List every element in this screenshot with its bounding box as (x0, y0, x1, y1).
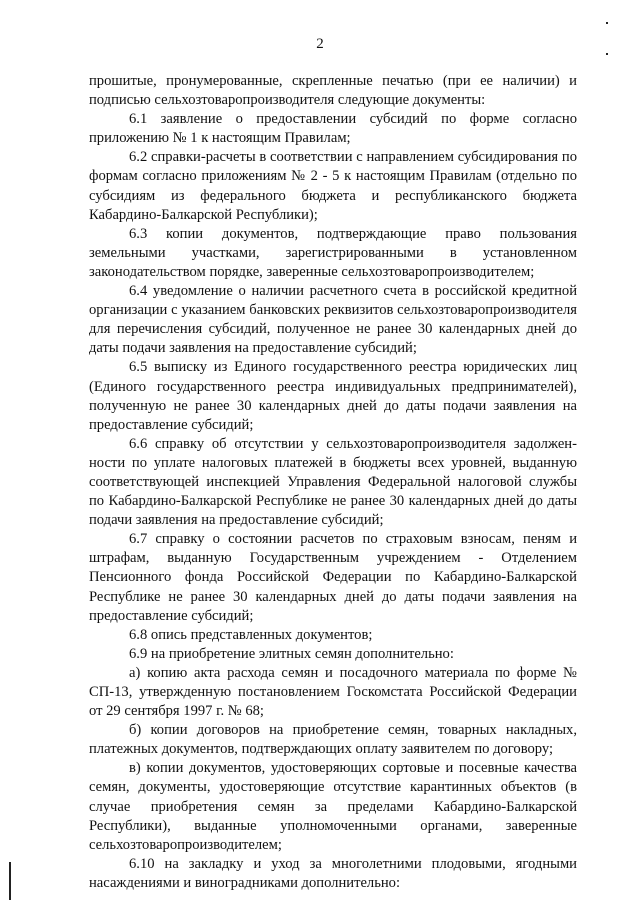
paragraph: 6.8 опись представленных документов; (129, 626, 373, 643)
paragraph: в) копии документов, удостоверяющих сортовые и посевные качества семян, документы, удостоверяющие отсутствие карантинных объектов (в случае приобретения семян за пределами Кабардино-Балкарской Республики), выданные уполномоченными органами, заверенные сельхозтоваропроизводителем; (89, 760, 577, 853)
paragraph: 6.7 справку о состоянии расчетов по страховым взносам, пеням и штрафам, выданную Государственным учреждением - Отделением Пенсионного фонда Российской Федерации по Кабардино-Балкарской Республике не ранее 30 календарных дней до даты подачи заявления на предоставление субсидий; (89, 531, 577, 624)
paragraph: 6.5 выписку из Единого государственного реестра юридических лиц (Единого государственного реестра индивидуальных предпринимателей), полученную не ранее 30 календарных дней до даты подачи заявления на предоставление субсидий; (89, 359, 577, 433)
page-number: 2 (316, 36, 324, 52)
paragraph: б) копии договоров на приобретение семян, товарных накладных, платежных документов, подтверждающих оплату заявителем по договору; (89, 722, 577, 758)
paragraph: 6.3 копии документов, подтверждающие право пользования земельными участками, зарегистрированными в установленном законодательством порядке, заверенные сельхозтоваропроизводителем; (89, 225, 577, 280)
paragraph: 6.4 уведомление о наличии расчетного счета в российской кредитной организации с указанием банковских реквизитов сельхозтоваропроизводителя для перечисления субсидий, полученное не ранее 30 календарных дней до даты подачи заявления на предоставление субсидий; (89, 283, 577, 357)
paragraph: 6.1 заявление о предоставлении субсидий по форме согласно приложению № 1 к настоящим Правилам; (89, 111, 577, 147)
paragraph: прошитые, пронумерованные, скрепленные печатью (при ее наличии) и подписью сельхозтоваропроизводителя следующие документы: (89, 73, 577, 109)
paragraph: 6.9 на приобретение элитных семян дополнительно: (129, 645, 454, 662)
paragraph: 6.6 справку об отсутствии у сельхозтоваропроизводителя задолженности по уплате налоговых платежей в бюджеты всех уровней, выданную соответствующей инспекцией Управления Федеральной налоговой службы по Кабардино-Балкарской Республике не ранее 30 календарных дней до даты подачи заявления на предоставление субсидий; (89, 435, 577, 529)
paragraph: а) копию акта расхода семян и посадочного материала по форме № СП-13, утвержденную постановлением Госкомстата Российской Федерации от 29 сентября 1997 г. № 68; (89, 664, 577, 720)
scan-mark (606, 53, 608, 55)
paragraph: 6.10 на закладку и уход за многолетними плодовыми, ягодными насаждениями и виноградниками дополнительно: (89, 855, 577, 891)
scan-mark (606, 22, 608, 24)
paragraph: 6.2 справки-расчеты в соответствии с направлением субсидирования по формам согласно приложениям № 2 - 5 к настоящим Правилам (отдельно по субсидиям из федерального бюджета и республиканского бюджета Кабардино-Балкарской Республики); (89, 149, 577, 223)
document-body (89, 72, 577, 893)
scan-mark (9, 862, 11, 900)
